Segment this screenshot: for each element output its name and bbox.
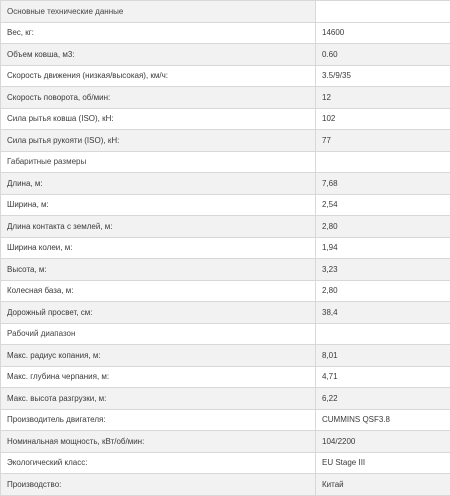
spec-row: [1, 280, 450, 302]
spec-value: Китай: [316, 474, 450, 496]
section-row-dimensions: [1, 151, 450, 173]
spec-row: [1, 173, 450, 195]
spec-label: Длина контакта с землей, м:: [1, 216, 316, 238]
spec-row: [1, 237, 450, 259]
spec-row: [1, 65, 450, 87]
spec-row: [1, 130, 450, 152]
spec-value: 0.60: [316, 44, 450, 66]
spec-value: 102: [316, 108, 450, 130]
section-row-working-range: [1, 323, 450, 345]
spec-label: Высота, м:: [1, 259, 316, 281]
spec-value: 3,23: [316, 259, 450, 281]
spec-value: CUMMINS QSF3.8: [316, 409, 450, 431]
spec-value: [316, 1, 450, 23]
section-row-main-specs: [1, 1, 450, 23]
spec-row: [1, 216, 450, 238]
spec-value: 38,4: [316, 302, 450, 324]
spec-value: EU Stage III: [316, 452, 450, 474]
spec-label: Ширина колеи, м:: [1, 237, 316, 259]
spec-row: [1, 388, 450, 410]
spec-value: 1,94: [316, 237, 450, 259]
spec-row: [1, 108, 450, 130]
spec-value: 12: [316, 87, 450, 109]
spec-value: 104/2200: [316, 431, 450, 453]
spec-row: [1, 452, 450, 474]
spec-value: 14600: [316, 22, 450, 44]
spec-value: 3.5/9/35: [316, 65, 450, 87]
spec-label: Колесная база, м:: [1, 280, 316, 302]
spec-label: Рабочий диапазон: [1, 323, 316, 345]
spec-value: 2,80: [316, 216, 450, 238]
spec-row: [1, 366, 450, 388]
spec-value: 77: [316, 130, 450, 152]
spec-label: Основные технические данные: [1, 1, 316, 23]
spec-value: 7,68: [316, 173, 450, 195]
spec-row: [1, 44, 450, 66]
spec-value: [316, 323, 450, 345]
spec-label: Дорожный просвет, см:: [1, 302, 316, 324]
spec-value: 2,80: [316, 280, 450, 302]
spec-row: [1, 194, 450, 216]
spec-label: Ширина, м:: [1, 194, 316, 216]
spec-value: 6,22: [316, 388, 450, 410]
spec-row: [1, 22, 450, 44]
spec-row: [1, 87, 450, 109]
spec-label: Длина, м:: [1, 173, 316, 195]
spec-value: [316, 151, 450, 173]
spec-row: [1, 302, 450, 324]
spec-value: 2,54: [316, 194, 450, 216]
spec-row: [1, 431, 450, 453]
spec-label: Скорость поворота, об/мин:: [1, 87, 316, 109]
spec-value: 4,71: [316, 366, 450, 388]
spec-label: Производство:: [1, 474, 316, 496]
spec-label: Экологический класс:: [1, 452, 316, 474]
spec-label: Номинальная мощность, кВт/об/мин:: [1, 431, 316, 453]
spec-label: Макс. высота разгрузки, м:: [1, 388, 316, 410]
spec-row: [1, 259, 450, 281]
spec-label: Габаритные размеры: [1, 151, 316, 173]
spec-label: Производитель двигателя:: [1, 409, 316, 431]
spec-row: [1, 474, 450, 496]
spec-label: Сила рытья ковша (ISO), кН:: [1, 108, 316, 130]
spec-label: Макс. глубина черпания, м:: [1, 366, 316, 388]
spec-label: Объем ковша, м3:: [1, 44, 316, 66]
spec-row: [1, 409, 450, 431]
spec-label: Вес, кг:: [1, 22, 316, 44]
spec-label: Сила рытья рукояти (ISO), кН:: [1, 130, 316, 152]
spec-label: Макс. радиус копания, м:: [1, 345, 316, 367]
spec-row: [1, 345, 450, 367]
spec-value: 8,01: [316, 345, 450, 367]
spec-label: Скорость движения (низкая/высокая), км/ч:: [1, 65, 316, 87]
